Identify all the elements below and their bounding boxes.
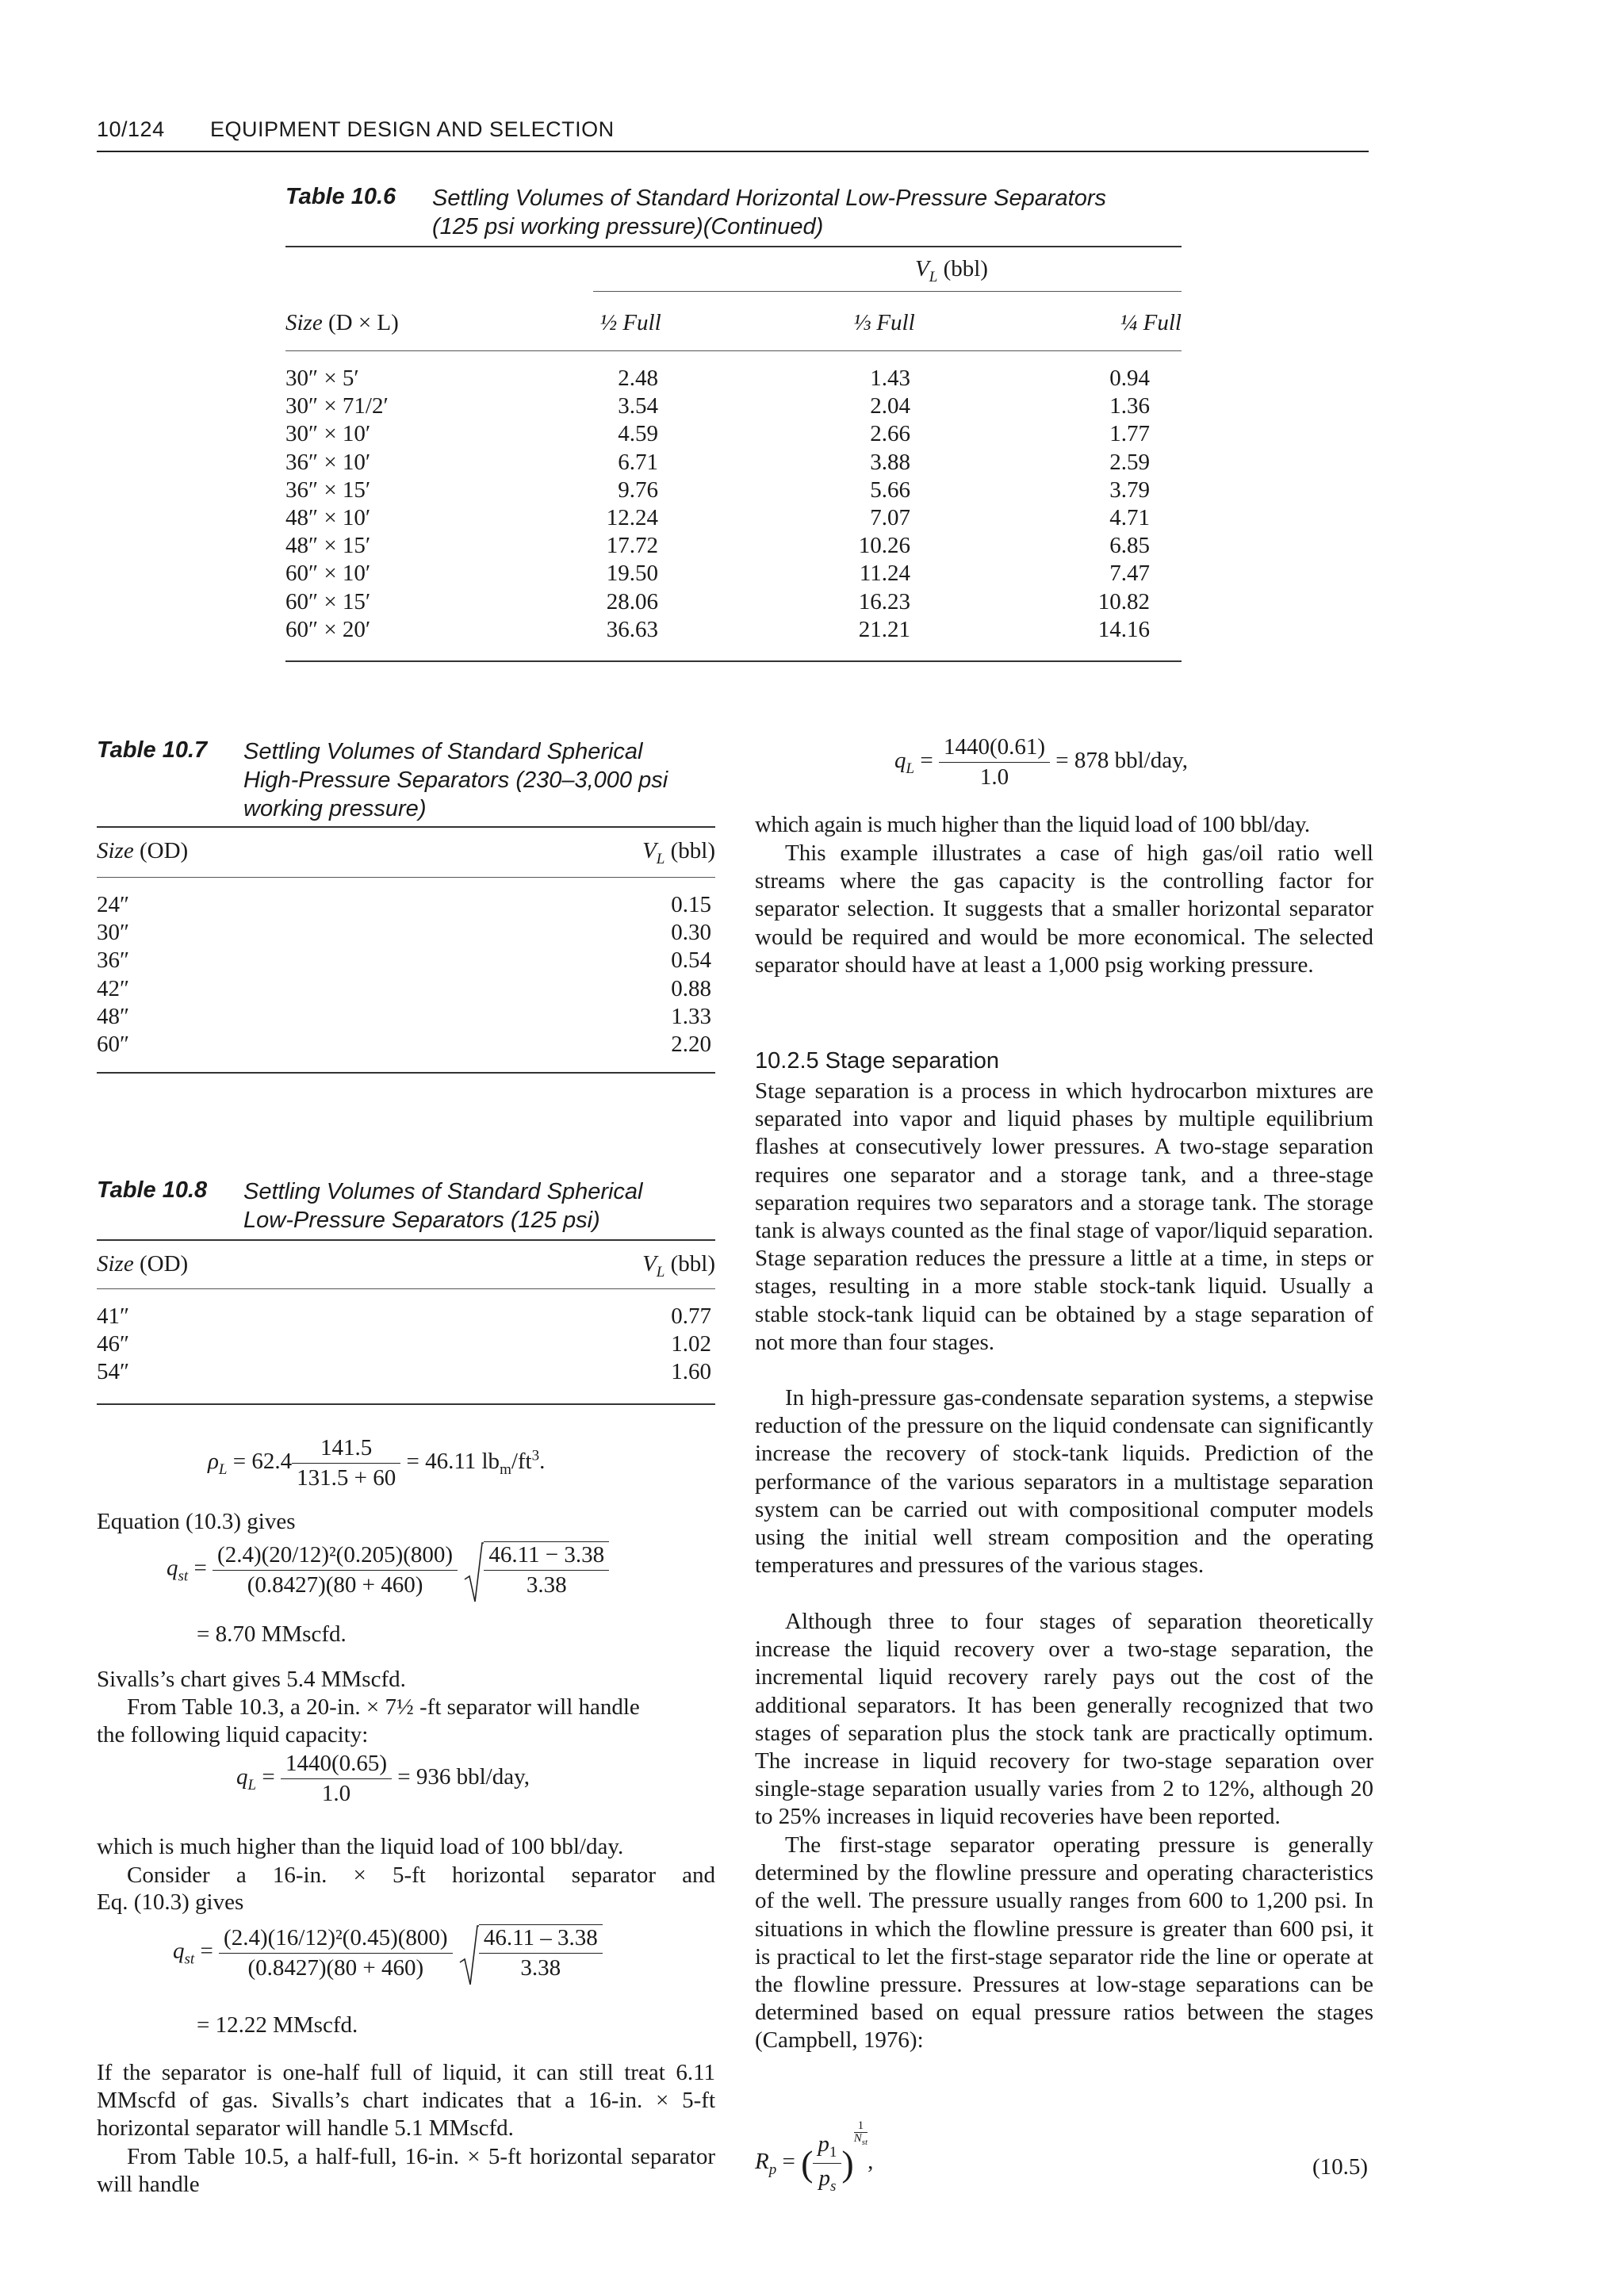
vl-symbol: V bbox=[642, 1251, 657, 1277]
exponent-n: N bbox=[853, 2132, 862, 2145]
rp-trailing-comma: , bbox=[868, 2148, 874, 2174]
table-cell-quarter: 1.77 bbox=[1109, 421, 1150, 447]
equation-qst-2-result: = 12.22 MMscfd. bbox=[197, 2012, 358, 2038]
table-cell-size: 30″ × 5′ bbox=[285, 366, 359, 391]
paragraph-stage-3: Although three to four stages of separation theoretically increase the liquid recovery over a two-stage separation, the incremental liquid recovery rarely pays out the cost of the additional separators. It has been generally recognized that two stages of separation plus the stock tank are practically optimum. The increase in liquid recovery for two-stage separation over single-stage separation usually varies from 2 to 12%, although 20 to 25% increases in liquid recoveries have been reported. bbox=[755, 1609, 1373, 1830]
radicand-denominator: 3.38 bbox=[520, 1955, 561, 1981]
table-cell-vl: 1.60 bbox=[671, 1359, 711, 1385]
table-bottom-rule bbox=[97, 1072, 715, 1074]
paragraph-stage-2: In high-pressure gas-condensate separation systems, a stepwise reduction of the pressure on the liquid condensate can significantly increase the recovery of stock-tank liquids. Prediction of the performance of the various separators in a multistage separation system can be carried out with compositional computer models using the initial well stream composition and the operating temperatures and pressures of the various stages. bbox=[755, 1385, 1373, 1579]
table-cell-half: 12.24 bbox=[606, 505, 658, 530]
radicand-numerator: 46.11 − 3.38 bbox=[484, 1542, 609, 1571]
q-subscript: L bbox=[906, 760, 915, 777]
col-half-header: ½ Full bbox=[599, 310, 661, 335]
table-cell-third: 21.21 bbox=[858, 616, 910, 642]
table-cell-quarter: 1.36 bbox=[1109, 393, 1150, 419]
table-10-8 bbox=[97, 1176, 715, 1406]
vl-subscript: L bbox=[929, 268, 938, 285]
vl-unit: (bbl) bbox=[665, 1251, 715, 1277]
ql-result: = 936 bbl/day, bbox=[392, 1764, 530, 1790]
col-size-italic: Size bbox=[97, 838, 134, 863]
col-third-header: ⅓ Full bbox=[853, 310, 915, 335]
table-cell-vl: 2.20 bbox=[671, 1032, 711, 1057]
section-heading: 10.2.5 Stage separation bbox=[755, 1048, 999, 1074]
table-cell-half: 2.48 bbox=[618, 366, 658, 391]
table-bottom-rule bbox=[285, 660, 1182, 662]
table-title-line2: Low-Pressure Separators (125 psi) bbox=[243, 1208, 600, 1233]
rho-result-end: . bbox=[539, 1449, 546, 1475]
table-cell-third: 2.66 bbox=[870, 421, 910, 447]
table-cell-vl: 0.54 bbox=[671, 947, 711, 974]
table-title-line3: working pressure) bbox=[243, 796, 427, 821]
rho-result-sub: m bbox=[500, 1460, 511, 1478]
qst-numerator: (2.4)(16/12)²(0.45)(800) bbox=[219, 1925, 453, 1954]
paragraph-much-higher-1: which is much higher than the liquid load of 100 bbl/day. bbox=[97, 1834, 624, 1859]
table-cell-half: 17.72 bbox=[606, 533, 658, 559]
table-cell-third: 2.04 bbox=[870, 393, 910, 419]
table-cell-third: 7.07 bbox=[870, 505, 910, 530]
table-cell-size: 60″ × 10′ bbox=[285, 561, 371, 587]
running-head bbox=[97, 117, 1369, 152]
table-cell-vl: 0.88 bbox=[671, 975, 711, 1001]
table-cell-quarter: 14.16 bbox=[1097, 616, 1150, 642]
table-cell-half: 36.63 bbox=[606, 616, 658, 642]
table-title-line2: High-Pressure Separators (230–3,000 psi bbox=[243, 768, 668, 793]
header-rule bbox=[97, 877, 715, 878]
qst-denominator: (0.8427)(80 + 460) bbox=[247, 1954, 424, 1981]
rho-prefix: = 62.4 bbox=[227, 1449, 293, 1475]
paragraph-from-table-a: From Table 10.3, a 20-in. × 7½ -ft separator will handle bbox=[127, 1694, 640, 1720]
ps-symbol: p bbox=[818, 2165, 830, 2191]
table-cell-third: 5.66 bbox=[870, 477, 910, 503]
q-symbol: q bbox=[173, 1938, 185, 1964]
p1-subscript: 1 bbox=[829, 2143, 837, 2161]
rho-result-unit: /ft bbox=[511, 1449, 532, 1475]
vl-subscript: L bbox=[656, 1263, 665, 1280]
table-cell-quarter: 4.71 bbox=[1109, 505, 1150, 530]
rho-numerator: 141.5 bbox=[292, 1435, 400, 1464]
table-cell-size: 42″ bbox=[97, 975, 130, 1001]
vl-symbol: V bbox=[642, 838, 657, 863]
col-vl-header bbox=[573, 1250, 715, 1286]
page-number: 10/124 bbox=[97, 117, 165, 141]
table-cell-quarter: 6.85 bbox=[1109, 533, 1150, 559]
rho-result: = 46.11 lb bbox=[400, 1449, 500, 1475]
equation-qst-2: $q_{st}$ = $\frac{\text{(2.4)(16/12)²(0.45)(800)}}{(0.8427)(80 + 460)}$ $\frac{46.11 - 3.38}{3.38}$ bbox=[173, 1924, 603, 1981]
table-cell-vl: 1.33 bbox=[671, 1003, 711, 1029]
col-size-header bbox=[285, 309, 399, 337]
chapter-title: EQUIPMENT DESIGN AND SELECTION bbox=[210, 117, 615, 141]
table-cell-size: 36″ × 15′ bbox=[285, 477, 371, 503]
table-top-rule bbox=[97, 1239, 715, 1241]
rp-symbol: R bbox=[755, 2148, 769, 2174]
table-cell-third: 16.23 bbox=[858, 588, 910, 614]
col-size-header bbox=[97, 837, 188, 865]
group-header bbox=[841, 255, 1063, 291]
table-label: Table 10.8 bbox=[97, 1177, 208, 1203]
table-cell-vl: 0.15 bbox=[671, 892, 711, 917]
table-cell-half: 19.50 bbox=[606, 561, 658, 587]
equation-rho-l bbox=[208, 1435, 545, 1491]
table-cell-quarter: 10.82 bbox=[1097, 588, 1150, 614]
paragraph-consider-b: Eq. (10.3) gives bbox=[97, 1889, 244, 1915]
exponent-n-sub: st bbox=[861, 2138, 868, 2147]
col-size-rest: (OD) bbox=[133, 1251, 189, 1277]
exponent bbox=[854, 2120, 868, 2149]
col-size-rest: (D × L) bbox=[322, 310, 399, 335]
table-label: Table 10.6 bbox=[285, 184, 396, 209]
table-title-line2: (125 psi working pressure)(Continued) bbox=[432, 214, 824, 239]
q-subscript: st bbox=[184, 1950, 195, 1968]
table-title-line1: Settling Volumes of Standard Spherical bbox=[243, 1179, 643, 1204]
ql-numerator: 1440(0.65) bbox=[281, 1751, 392, 1779]
table-cell-half: 28.06 bbox=[606, 588, 658, 614]
table-cell-quarter: 7.47 bbox=[1109, 561, 1150, 587]
ql-result: = 878 bbl/day, bbox=[1050, 748, 1188, 774]
equation-number: (10.5) bbox=[1312, 2154, 1369, 2180]
vl-symbol: V bbox=[915, 256, 929, 281]
equation-qst-1-result: = 8.70 MMscfd. bbox=[197, 1621, 347, 1647]
table-cell-size: 54″ bbox=[97, 1359, 130, 1385]
header-rule bbox=[97, 1288, 715, 1289]
table-cell-half: 3.54 bbox=[618, 393, 658, 419]
ql-numerator: 1440(0.61) bbox=[939, 734, 1050, 763]
exponent-numerator: 1 bbox=[854, 2120, 868, 2133]
paragraph-again-higher: which again is much higher than the liquid load of 100 bbl/day. bbox=[755, 812, 1310, 837]
table-bottom-rule bbox=[97, 1403, 715, 1405]
table-cell-size: 30″ × 10′ bbox=[285, 421, 371, 447]
qst-numerator: (2.4)(20/12)²(0.205)(800) bbox=[213, 1542, 458, 1571]
table-cell-size: 30″ × 71/2′ bbox=[285, 393, 389, 419]
p1-symbol: p bbox=[818, 2131, 829, 2157]
table-label: Table 10.7 bbox=[97, 737, 208, 763]
col-quarter-header: ¼ Full bbox=[1120, 310, 1182, 335]
table-cell-size: 60″ × 15′ bbox=[285, 588, 371, 614]
table-cell-size: 36″ × 10′ bbox=[285, 449, 371, 475]
right-paren: ) bbox=[841, 2142, 854, 2184]
table-cell-half: 6.71 bbox=[618, 449, 658, 475]
table-cell-vl: 0.77 bbox=[671, 1303, 711, 1329]
q-symbol: q bbox=[894, 748, 906, 774]
table-cell-quarter: 0.94 bbox=[1109, 366, 1150, 391]
col-size-italic: Size bbox=[285, 310, 323, 335]
qst-denominator: (0.8427)(80 + 460) bbox=[247, 1571, 423, 1598]
rho-result-sup: 3 bbox=[531, 1447, 540, 1464]
table-10-6 bbox=[285, 182, 1182, 666]
table-cell-vl: 1.02 bbox=[671, 1331, 711, 1357]
rho-denominator: 131.5 + 60 bbox=[297, 1465, 396, 1491]
equation-ql-2: $q_L$ = $\frac{1440(0.61)}{1.0}$ = 878 bbl/day, bbox=[894, 734, 1188, 790]
header-rule bbox=[285, 350, 1182, 351]
table-cell-size: 60″ bbox=[97, 1032, 130, 1057]
col-size-italic: Size bbox=[97, 1251, 134, 1277]
table-cell-third: 3.88 bbox=[870, 449, 910, 475]
col-size-rest: (OD) bbox=[133, 838, 189, 863]
table-cell-third: 10.26 bbox=[858, 533, 910, 559]
radicand-numerator: 46.11 – 3.38 bbox=[479, 1925, 603, 1954]
table-cell-size: 60″ × 20′ bbox=[285, 616, 371, 642]
table-cell-size: 36″ bbox=[97, 947, 130, 974]
ps-subscript: s bbox=[829, 2177, 837, 2195]
ql-denominator: 1.0 bbox=[979, 764, 1009, 790]
equation-ql-1: $q_L$ = $\frac{1440(0.65)}{1.0}$ = 936 bbl/day, bbox=[236, 1751, 530, 1806]
paragraph-half-full: If the separator is one-half full of liquid, it can still treat 6.11 MMscfd of gas. Sivalls’s chart indicates that a 16-in. × 5-ft horizontal separator will handle 5.1 MMscfd. bbox=[97, 2060, 715, 2142]
sqrt-sign bbox=[463, 1541, 609, 1598]
table-title-line1: Settling Volumes of Standard Spherical bbox=[243, 739, 643, 764]
q-symbol: q bbox=[236, 1764, 248, 1790]
table-cell-vl: 0.30 bbox=[671, 920, 711, 946]
paragraph-sivalls-1: Sivalls’s chart gives 5.4 MMscfd. bbox=[97, 1667, 406, 1692]
left-paren: ( bbox=[801, 2142, 814, 2184]
table-top-rule bbox=[97, 826, 715, 828]
paragraph-consider-a: Consider a 16-in. × 5-ft horizontal separator and bbox=[127, 1862, 715, 1888]
table-cell-size: 24″ bbox=[97, 892, 130, 917]
paragraph-stage-4: The first-stage separator operating pressure is generally determined by the flowline pressure and operating characteristics of the well. The pressure usually ranges from 600 to 1,200 psi. In situations in which the flowline pressure is greater than 600 psi, it is practical to let the first-stage separator ride the line or operate at the flowline pressure. Pressures at low-stage separations can be determined based on equal pressure ratios between the stages (Campbell, 1976): bbox=[755, 1832, 1373, 2054]
rp-subscript: p bbox=[768, 2161, 777, 2178]
vl-unit: (bbl) bbox=[937, 256, 988, 281]
table-cell-size: 41″ bbox=[97, 1303, 130, 1329]
table-cell-third: 1.43 bbox=[870, 366, 910, 391]
equation-gives-text: Equation (10.3) gives bbox=[97, 1509, 296, 1534]
radicand-denominator: 3.38 bbox=[526, 1572, 567, 1598]
ql-denominator: 1.0 bbox=[321, 1781, 351, 1806]
table-cell-quarter: 2.59 bbox=[1109, 449, 1150, 475]
q-subscript: st bbox=[178, 1568, 189, 1585]
equation-rp: $R_p$ = ( $\frac{p_1}{p_s}$ ) 1 $N_{st}$ , bbox=[755, 2119, 874, 2195]
table-cell-size: 48″ × 15′ bbox=[285, 533, 371, 559]
col-size-header bbox=[97, 1250, 188, 1278]
vl-unit: (bbl) bbox=[665, 838, 715, 863]
table-cell-size: 48″ × 10′ bbox=[285, 505, 371, 530]
group-rule bbox=[593, 291, 1182, 292]
q-symbol: q bbox=[167, 1555, 178, 1581]
vl-subscript: L bbox=[656, 850, 665, 867]
table-cell-half: 4.59 bbox=[618, 421, 658, 447]
table-cell-quarter: 3.79 bbox=[1109, 477, 1150, 503]
equation-qst-1: $q_{st}$ = $\frac{\text{(2.4)(20/12)²(0.205)(800)}}{(0.8427)(80 + 460)}$ $\frac{46.11 - 3.38}{3.38}$ bbox=[167, 1541, 609, 1598]
paragraph-from-table-b: the following liquid capacity: bbox=[97, 1722, 369, 1748]
paragraph-from-table-105: From Table 10.5, a half-full, 16-in. × 5-ft horizontal separator will handle bbox=[97, 2144, 715, 2198]
table-cell-half: 9.76 bbox=[618, 477, 658, 503]
table-cell-size: 48″ bbox=[97, 1003, 130, 1029]
table-cell-third: 11.24 bbox=[859, 561, 910, 587]
rho-symbol: ρ bbox=[208, 1449, 219, 1475]
table-cell-size: 30″ bbox=[97, 920, 130, 946]
rho-subscript: L bbox=[218, 1460, 228, 1478]
table-top-rule bbox=[285, 246, 1182, 247]
col-vl-header bbox=[573, 837, 715, 873]
q-subscript: L bbox=[247, 1776, 257, 1793]
paragraph-example: This example illustrates a case of high gas/oil ratio well streams where the gas capacity is the controlling factor for separator selection. It suggests that a smaller horizontal separator would be required and would be more economical. The selected separator should have at least a 1,000 psig working pressure. bbox=[755, 840, 1373, 978]
table-title-line1: Settling Volumes of Standard Horizontal Low-Pressure Separators bbox=[432, 186, 1107, 211]
paragraph-stage-1: Stage separation is a process in which hydrocarbon mixtures are separated into vapor and liquid phases by multiple equilibrium flashes at consecutively lower pressures. A two-stage separation requires one separator and a storage tank, and a three-stage separation requires two separators and a storage tank. The storage tank is always counted as the final stage of vapor/liquid separation. Stage separation reduces the pressure a little at a time, in steps or stages, resulting in a more stable stock-tank liquid. Usually a stable stock-tank liquid can be obtained by a stage separation of not more than four stages. bbox=[755, 1078, 1373, 1355]
table-10-7 bbox=[97, 736, 715, 1077]
sqrt-sign bbox=[458, 1924, 603, 1981]
table-cell-size: 46″ bbox=[97, 1331, 130, 1357]
